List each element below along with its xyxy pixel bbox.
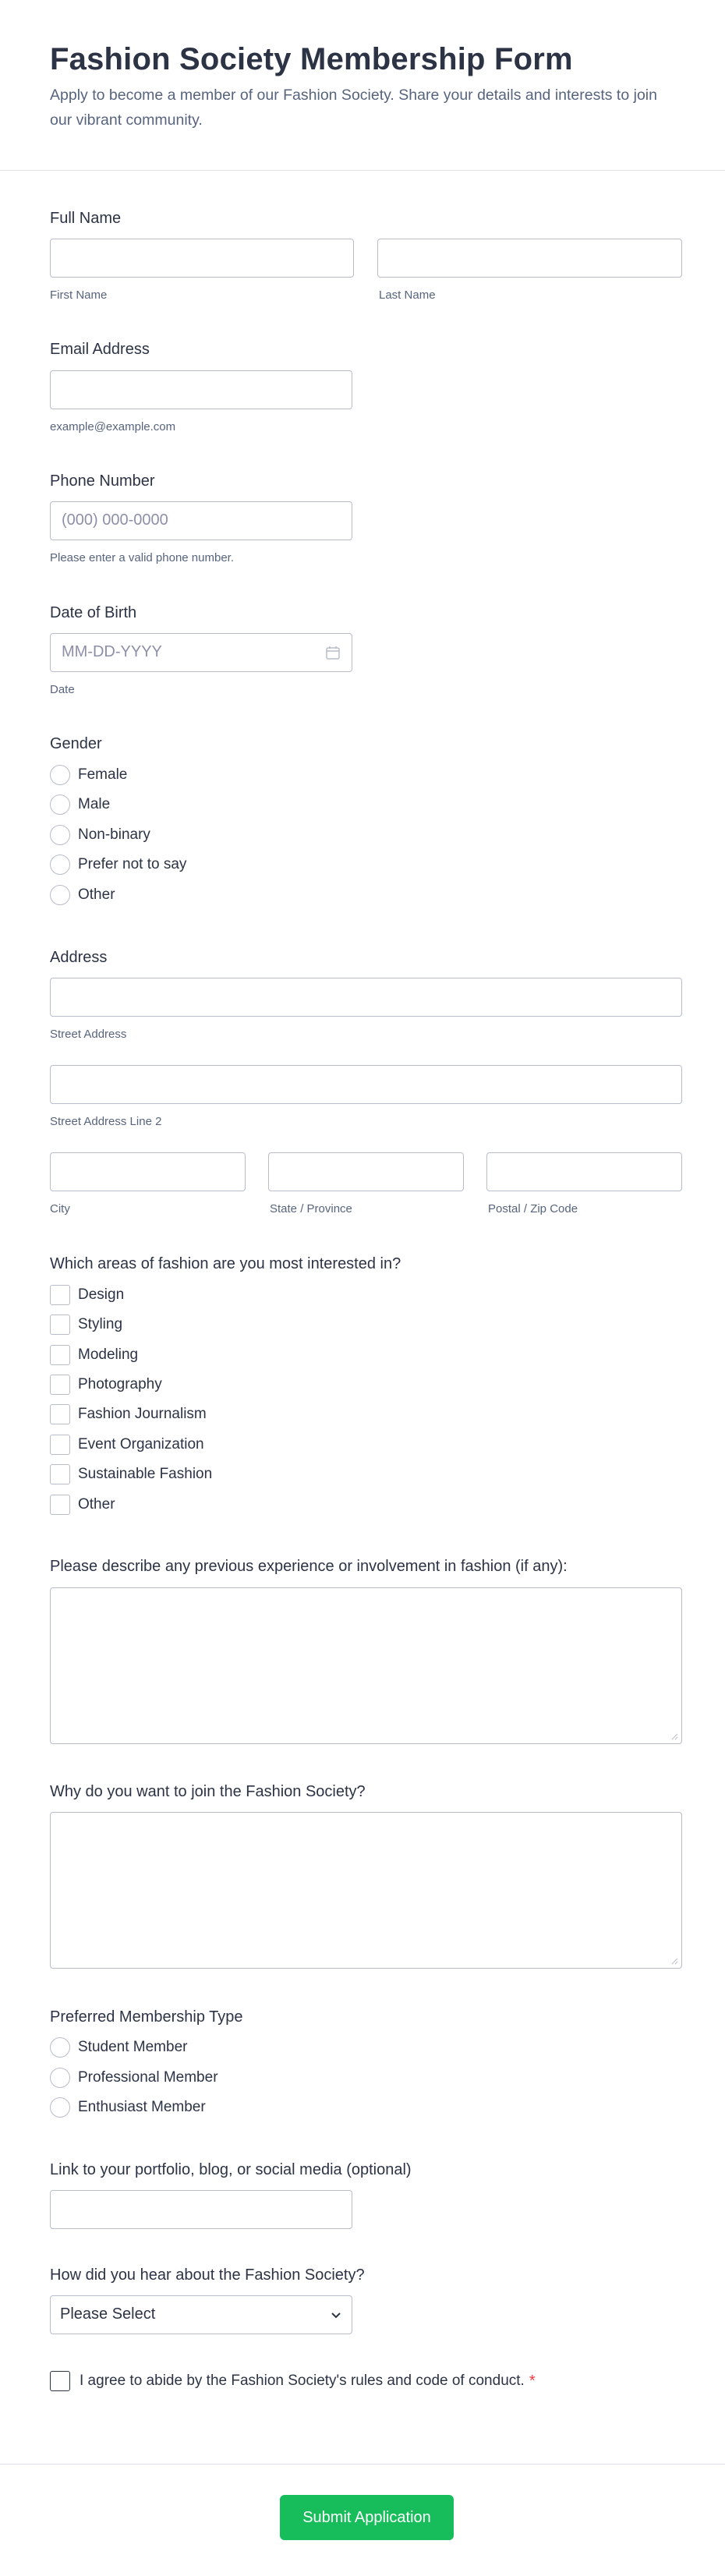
- experience-label: Please describe any previous experience or involvement in fashion (if any):: [50, 1558, 568, 1575]
- dob-sublabel: Date: [50, 683, 75, 696]
- agreement-label: I agree to abide by the Fashion Society's rules and code of conduct.: [80, 2373, 525, 2389]
- submit-button[interactable]: Submit Application: [280, 2495, 454, 2540]
- dob-placeholder: MM-DD-YYYY: [62, 643, 162, 660]
- resize-handle-icon[interactable]: [670, 1732, 678, 1740]
- membership-option-enthusiast[interactable]: Enthusiast Member: [50, 2097, 206, 2118]
- dob-input[interactable]: [50, 633, 352, 672]
- checkbox[interactable]: [50, 1345, 70, 1365]
- why-join-textarea[interactable]: [50, 1812, 682, 1969]
- form-body: [0, 167, 725, 2459]
- interest-option-event-organization[interactable]: Event Organization: [50, 1435, 204, 1455]
- required-asterisk: *: [529, 2372, 536, 2390]
- gender-label: Gender: [50, 735, 102, 752]
- radio-button[interactable]: [50, 794, 70, 815]
- experience-textarea[interactable]: [50, 1587, 682, 1744]
- phone-input[interactable]: [50, 501, 352, 540]
- agreement-option[interactable]: [50, 2371, 536, 2391]
- last-name-input[interactable]: [377, 239, 682, 278]
- first-name-sublabel: First Name: [50, 288, 108, 302]
- interest-option-modeling[interactable]: Modeling: [50, 1345, 138, 1365]
- street-address-line2-sublabel: Street Address Line 2: [50, 1115, 162, 1128]
- street-address-line2-input[interactable]: [50, 1065, 682, 1104]
- gender-option-nonbinary[interactable]: Non-binary: [50, 825, 150, 845]
- phone-placeholder: (000) 000-0000: [62, 511, 168, 529]
- interest-option-journalism[interactable]: Fashion Journalism: [50, 1404, 207, 1424]
- checkbox[interactable]: [50, 1285, 70, 1305]
- resize-handle-icon[interactable]: [670, 1957, 678, 1965]
- gender-option-other[interactable]: Other: [50, 885, 115, 905]
- referral-label: How did you hear about the Fashion Society?: [50, 2266, 365, 2284]
- phone-sublabel: Please enter a valid phone number.: [50, 551, 234, 564]
- email-sublabel: example@example.com: [50, 420, 176, 433]
- gender-option-prefer-not[interactable]: Prefer not to say: [50, 855, 186, 875]
- interest-option-design[interactable]: Design: [50, 1285, 124, 1305]
- postal-sublabel: Postal / Zip Code: [488, 1202, 578, 1215]
- street-address-input[interactable]: [50, 978, 682, 1017]
- referral-select[interactable]: [50, 2295, 352, 2334]
- interests-label: Which areas of fashion are you most interested in?: [50, 1255, 401, 1272]
- radio-button[interactable]: [50, 2068, 70, 2088]
- state-sublabel: State / Province: [270, 1202, 352, 1215]
- interest-option-other[interactable]: Other: [50, 1495, 115, 1515]
- city-input[interactable]: [50, 1152, 246, 1191]
- first-name-input[interactable]: [50, 239, 354, 278]
- email-label: Email Address: [50, 341, 150, 358]
- address-label: Address: [50, 949, 108, 966]
- interest-option-photography[interactable]: Photography: [50, 1375, 162, 1395]
- checkbox[interactable]: [50, 1315, 70, 1335]
- membership-option-professional[interactable]: Professional Member: [50, 2068, 218, 2088]
- city-sublabel: City: [50, 1202, 70, 1215]
- radio-button[interactable]: [50, 885, 70, 905]
- postal-input[interactable]: [486, 1152, 682, 1191]
- form-header: [0, 0, 725, 171]
- gender-option-male[interactable]: Male: [50, 794, 110, 815]
- street-address-sublabel: Street Address: [50, 1028, 127, 1041]
- radio-button[interactable]: [50, 855, 70, 875]
- dob-label: Date of Birth: [50, 604, 137, 621]
- checkbox[interactable]: [50, 1495, 70, 1515]
- phone-label: Phone Number: [50, 472, 155, 490]
- interest-option-styling[interactable]: Styling: [50, 1315, 122, 1335]
- referral-select-value: Please Select: [60, 2305, 156, 2323]
- agreement-checkbox[interactable]: [50, 2371, 70, 2391]
- radio-button[interactable]: [50, 825, 70, 845]
- gender-option-female[interactable]: Female: [50, 765, 127, 785]
- why-join-label: Why do you want to join the Fashion Society?: [50, 1783, 366, 1800]
- checkbox[interactable]: [50, 1404, 70, 1424]
- radio-button[interactable]: [50, 2097, 70, 2118]
- form-footer: [0, 2464, 725, 2576]
- full-name-label: Full Name: [50, 210, 122, 227]
- checkbox[interactable]: [50, 1375, 70, 1395]
- portfolio-input[interactable]: [50, 2190, 352, 2229]
- radio-button[interactable]: [50, 2037, 70, 2058]
- membership-label: Preferred Membership Type: [50, 2008, 243, 2026]
- state-input[interactable]: [268, 1152, 464, 1191]
- checkbox[interactable]: [50, 1435, 70, 1455]
- form-title: Fashion Society Membership Form: [50, 42, 573, 76]
- radio-button[interactable]: [50, 765, 70, 785]
- membership-option-student[interactable]: Student Member: [50, 2037, 187, 2058]
- portfolio-label: Link to your portfolio, blog, or social media (optional): [50, 2161, 412, 2178]
- calendar-icon[interactable]: [325, 645, 341, 664]
- interest-option-sustainable[interactable]: Sustainable Fashion: [50, 1464, 212, 1484]
- last-name-sublabel: Last Name: [379, 288, 436, 302]
- email-input[interactable]: [50, 370, 352, 409]
- checkbox[interactable]: [50, 1464, 70, 1484]
- form-subtitle: Apply to become a member of our Fashion Society. Share your details and interests to join our vibrant community.: [50, 87, 657, 129]
- chevron-down-icon: [330, 2309, 342, 2325]
